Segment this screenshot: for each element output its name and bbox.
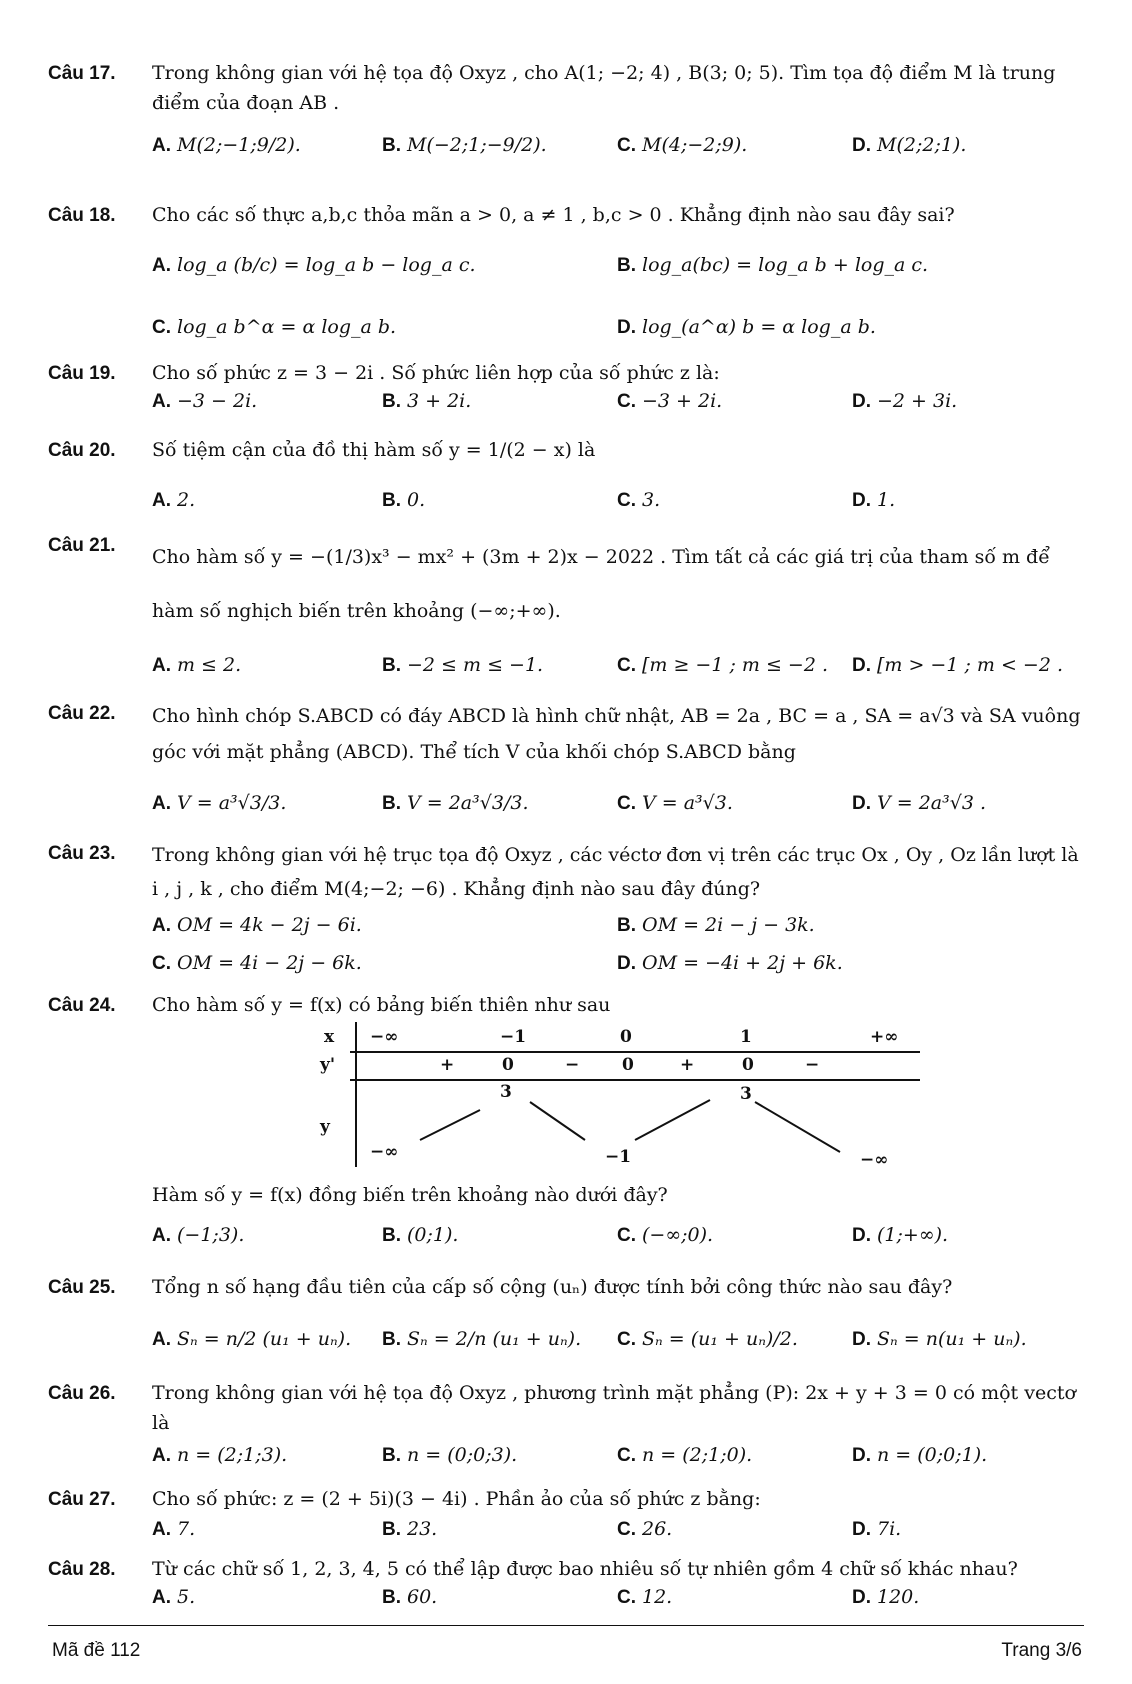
question-21 — [48, 530, 1088, 680]
option-a: A. 5. — [152, 1586, 196, 1608]
option-a: A. V = a³√3/3. — [152, 792, 287, 814]
option-c: C. log_a b^α = α log_a b. — [152, 316, 397, 338]
y-value: 3 — [500, 1082, 512, 1102]
option-c: C. M(4;−2;9). — [617, 134, 748, 156]
exam-code: Mã đề 112 — [52, 1640, 141, 1661]
question-stem: Hàm số y = f(x) đồng biến trên khoảng nào dưới đây? — [152, 1184, 668, 1206]
option-b: B. log_a(bc) = log_a b + log_a c. — [617, 254, 929, 276]
question-stem: Trong không gian với hệ tọa độ Oxyz , cho A(1; −2; 4) , B(3; 0; 5). Tìm tọa độ điểm M là trung điểm của đoạn AB . — [152, 62, 1056, 114]
question-label: Câu 22. — [48, 703, 116, 724]
question-stem: Cho hình chóp S.ABCD có đáy ABCD là hình chữ nhật, AB = 2a , BC = a , SA = a√3 và SA vuông góc với mặt phẳng (ABCD). Thể tích V của khối chóp S.ABCD bằng — [152, 705, 1081, 763]
y-label: y — [320, 1117, 330, 1137]
option-b: B. M(−2;1;−9/2). — [382, 134, 547, 156]
option-b: B. Sₙ = 2/n (u₁ + uₙ). — [382, 1328, 582, 1350]
question-stem: Cho hàm số y = f(x) có bảng biến thiên như sau — [152, 994, 611, 1016]
option-a: A. 7. — [152, 1518, 196, 1540]
option-b: B. 3 + 2i. — [382, 390, 472, 412]
option-b: B. (0;1). — [382, 1224, 459, 1246]
option-d: D. 1. — [852, 489, 896, 511]
y-value: −∞ — [860, 1150, 889, 1170]
question-stem: Cho số phức z = 3 − 2i . Số phức liên hợp của số phức z là: — [152, 362, 720, 384]
option-d: D. Sₙ = n(u₁ + uₙ). — [852, 1328, 1027, 1350]
page-number: Trang 3/6 — [1001, 1640, 1082, 1661]
option-d: D. M(2;2;1). — [852, 134, 967, 156]
option-b: B. 0. — [382, 489, 426, 511]
option-c: C. n = (2;1;0). — [617, 1444, 753, 1466]
option-c: C. 3. — [617, 489, 661, 511]
sign: − — [805, 1055, 820, 1075]
question-label: Câu 26. — [48, 1383, 116, 1404]
x-value: 1 — [740, 1027, 752, 1047]
option-b: B. n = (0;0;3). — [382, 1444, 518, 1466]
option-d: D. OM = −4i + 2j + 6k. — [617, 952, 843, 974]
question-19 — [48, 358, 1088, 418]
yprime-label: y' — [320, 1055, 336, 1075]
x-value: −∞ — [370, 1027, 399, 1047]
question-label: Câu 17. — [48, 63, 116, 84]
question-26 — [48, 1378, 1088, 1468]
question-label: Câu 23. — [48, 843, 116, 864]
question-label: Câu 28. — [48, 1559, 116, 1580]
question-label: Câu 25. — [48, 1277, 116, 1298]
option-d: D. log_(a^α) b = α log_a b. — [617, 316, 876, 338]
x-value: 0 — [620, 1027, 632, 1047]
page-footer — [48, 1625, 1084, 1666]
question-stem: Cho hàm số y = −(1/3)x³ − mx² + (3m + 2)x − 2022 . Tìm tất cả các giá trị của tham số m để hàm số nghịch biến trên khoảng (−∞;+∞). — [152, 546, 1050, 622]
option-a: A. m ≤ 2. — [152, 654, 242, 676]
option-d: D. V = 2a³√3 . — [852, 792, 987, 814]
y-value: −1 — [605, 1147, 632, 1167]
question-27 — [48, 1484, 1088, 1544]
question-label: Câu 24. — [48, 995, 116, 1016]
option-b: B. 23. — [382, 1518, 438, 1540]
option-d: D. 120. — [852, 1586, 920, 1608]
variation-table-lines — [350, 1022, 920, 1172]
option-c: C. Sₙ = (u₁ + uₙ)/2. — [617, 1328, 798, 1350]
sign: − — [565, 1055, 580, 1075]
option-c: C. 26. — [617, 1518, 673, 1540]
sign: 0 — [742, 1055, 754, 1075]
question-stem: Cho các số thực a,b,c thỏa mãn a > 0, a ≠ 1 , b,c > 0 . Khẳng định nào sau đây sai? — [152, 204, 955, 226]
question-stem: Trong không gian với hệ tọa độ Oxyz , phương trình mặt phẳng (P): 2x + y + 3 = 0 có một vectơ là — [152, 1382, 1076, 1434]
option-d: D. (1;+∞). — [852, 1224, 949, 1246]
option-a: A. −3 − 2i. — [152, 390, 258, 412]
sign: 0 — [502, 1055, 514, 1075]
question-22 — [48, 698, 1088, 814]
x-label: x — [324, 1027, 335, 1047]
x-value: −1 — [500, 1027, 527, 1047]
option-c: C. [m ≥ −1 ; m ≤ −2 . — [617, 654, 829, 676]
option-a: A. Sₙ = n/2 (u₁ + uₙ). — [152, 1328, 352, 1350]
option-d: D. n = (0;0;1). — [852, 1444, 988, 1466]
question-label: Câu 19. — [48, 363, 116, 384]
option-c: C. V = a³√3. — [617, 792, 733, 814]
question-stem: Trong không gian với hệ trục tọa độ Oxyz , các véctơ đơn vị trên các trục Ox , Oy , Oz lần lượt là i , j , k , cho điểm M(4;−2; −6) . Khẳng định nào sau đây đúng? — [152, 844, 1079, 900]
option-a: A. (−1;3). — [152, 1224, 245, 1246]
question-24-ask — [48, 1180, 1088, 1250]
question-stem: Cho số phức: z = (2 + 5i)(3 − 4i) . Phần ảo của số phức z bằng: — [152, 1488, 761, 1510]
option-b: B. V = 2a³√3/3. — [382, 792, 529, 814]
variation-table — [320, 1022, 920, 1172]
question-stem: Số tiệm cận của đồ thị hàm số y = 1/(2 − x) là — [152, 439, 596, 461]
question-24 — [48, 990, 1088, 1020]
option-d: D. 7i. — [852, 1518, 902, 1540]
sign: + — [440, 1055, 455, 1075]
question-23 — [48, 838, 1088, 974]
option-b: B. −2 ≤ m ≤ −1. — [382, 654, 544, 676]
question-stem: Tổng n số hạng đầu tiên của cấp số cộng (uₙ) được tính bởi công thức nào sau đây? — [152, 1276, 953, 1298]
option-b: B. OM = 2i − j − 3k. — [617, 914, 815, 936]
sign: + — [680, 1055, 695, 1075]
question-stem: Từ các chữ số 1, 2, 3, 4, 5 có thể lập được bao nhiêu số tự nhiên gồm 4 chữ số khác nhau? — [152, 1558, 1018, 1580]
option-a: A. OM = 4k − 2j − 6i. — [152, 914, 362, 936]
x-value: +∞ — [870, 1027, 899, 1047]
option-c: C. 12. — [617, 1586, 673, 1608]
option-a: A. log_a (b/c) = log_a b − log_a c. — [152, 254, 476, 276]
sign: 0 — [622, 1055, 634, 1075]
question-25 — [48, 1272, 1088, 1352]
option-c: C. −3 + 2i. — [617, 390, 723, 412]
y-value: 3 — [740, 1084, 752, 1104]
question-17 — [48, 58, 1088, 168]
y-value: −∞ — [370, 1142, 399, 1162]
question-label: Câu 21. — [48, 535, 116, 556]
question-28 — [48, 1554, 1088, 1614]
question-label: Câu 20. — [48, 440, 116, 461]
option-c: C. OM = 4i − 2j − 6k. — [152, 952, 362, 974]
question-20 — [48, 435, 1088, 515]
option-c: C. (−∞;0). — [617, 1224, 714, 1246]
option-a: A. n = (2;1;3). — [152, 1444, 288, 1466]
option-a: A. 2. — [152, 489, 196, 511]
question-label: Câu 27. — [48, 1489, 116, 1510]
question-18 — [48, 200, 1088, 360]
option-d: D. −2 + 3i. — [852, 390, 958, 412]
question-label: Câu 18. — [48, 205, 116, 226]
option-a: A. M(2;−1;9/2). — [152, 134, 301, 156]
option-d: D. [m > −1 ; m < −2 . — [852, 654, 1064, 676]
option-b: B. 60. — [382, 1586, 438, 1608]
